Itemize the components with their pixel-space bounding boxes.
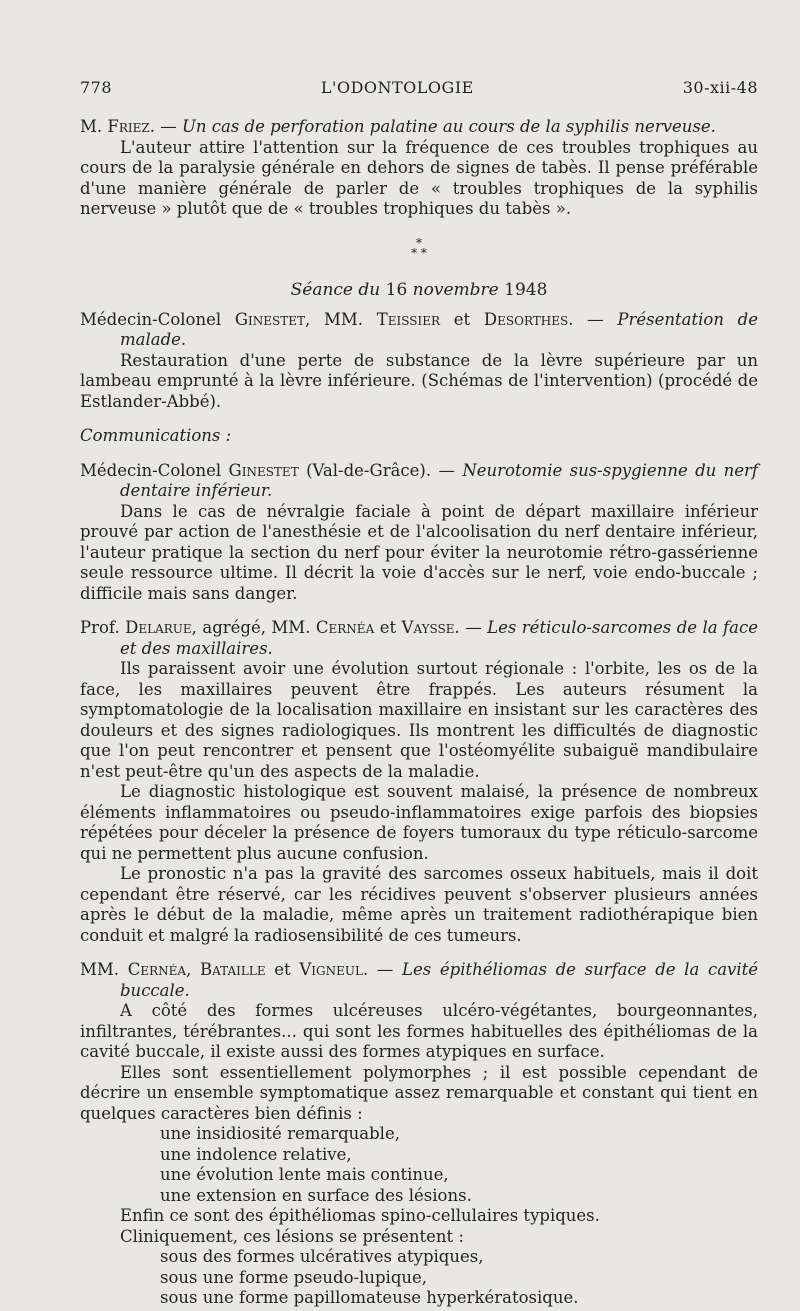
article-title: Présentation de malade. — [120, 309, 758, 349]
author-name: Ginestet — [228, 460, 299, 480]
delarue-paragraph-2: Le diagnostic histologique est souvent malaisé, la présence de nombreux éléments inflammatoires ou pseudo-inflammatoires exige parfois des biopsies répétées pour déceler la présence de foyers tumoraux du type réticulo-sarcome qui ne permettent plus aucune confusion. — [80, 782, 758, 863]
author-name: Cernéa — [315, 618, 375, 637]
cernea-paragraph-4: Cliniquement, ces lésions se présentent : — [120, 1226, 464, 1246]
dash: . — — [568, 309, 604, 329]
ginestet2-heading — [80, 461, 758, 502]
issue-date: 30-xii-48 — [682, 78, 758, 97]
cernea-paragraph-2: Elles sont essentiellement polymorphes ; il est possible cependant de décrire un ensemble symptomatique assez remarquable et constant qui tient en quelques caractères bien définis : — [80, 1062, 758, 1123]
ginestet1-body: Restauration d'une perte de substance de la lèvre supérieure par un lambeau emprunté à la lèvre inférieure. (Schémas de l'intervention) (procédé de Estlander-Abbé). — [80, 350, 758, 411]
separator-star-top: * — [416, 235, 422, 250]
list-item: sous des formes ulcératives atypiques, — [160, 1247, 484, 1266]
dash: . — — [454, 618, 482, 637]
seance-day: 16 — [385, 279, 408, 300]
cernea-heading — [80, 960, 758, 1001]
cernea-paragraph-3: Enfin ce sont des épithéliomas spino-cellulaires typiques. — [120, 1206, 600, 1225]
author-sep: et — [453, 309, 471, 329]
dash: . — — [149, 117, 177, 136]
author-prefix: MM. — [80, 960, 120, 979]
author-prefix: M. — [80, 117, 103, 136]
section-separator — [80, 235, 758, 260]
author-prefix: Médecin-Colonel — [80, 309, 222, 329]
delarue-paragraph-1: Ils paraissent avoir une évolution surtout régionale : l'orbite, les os de la face, les maxillaires peuvent être frappés. Les auteurs résument la symptomatologie de la localisation maxillaire en insistant sur les caractères des douleurs et des signes radiologiques. Ils montrent les difficultés de diagnostic que l'on peut rencontrer et pensent que l'ostéomyélite subaiguë mandibulaire n'est peut-être qu'un des aspects de la maladie. — [80, 659, 758, 781]
dash: . — — [362, 960, 394, 979]
cernea-list-2 — [80, 1247, 758, 1309]
ginestet2-body: Dans le cas de névralgie faciale à point de départ maxillaire inférieur prouvé par action de l'anesthésie et de l'alcoolisation du nerf dentaire inférieur, l'auteur pratique la section du nerf pour éviter la neurotomie rétro-gassérienne seule ressource ultime. Il décrit la voie d'accès sur le nerf, voie endo-buccale ; difficile mais sans danger. — [80, 501, 758, 603]
author-name: Vigneul — [299, 960, 363, 979]
seance-label: Séance du — [290, 279, 381, 300]
author-sep: , agrégé, MM. — [191, 618, 311, 637]
author-name: Vaysse — [401, 618, 455, 637]
author-name: Friez — [107, 117, 150, 136]
delarue-heading — [80, 618, 758, 659]
article-title: Neurotomie sus-spygienne du nerf dentaire inférieur. — [120, 460, 759, 500]
seance-year: 1948 — [504, 279, 548, 300]
author-prefix: Prof. — [80, 618, 120, 637]
author-sep: et — [274, 960, 291, 979]
article-title: Les réticulo-sarcomes de la face et des maxillaires. — [120, 618, 758, 658]
journal-title: L'ODONTOLOGIE — [320, 78, 474, 97]
seance-heading — [80, 280, 758, 300]
author-place: (Val-de-Grâce). — — [306, 460, 455, 480]
article-title: Un cas de perforation palatine au cours de la syphilis nerveuse. — [181, 117, 716, 136]
author-name: Cernéa — [127, 960, 187, 979]
page-number: 778 — [80, 78, 113, 97]
author-sep: et — [379, 618, 397, 637]
author-prefix: Médecin-Colonel — [80, 460, 222, 480]
delarue-paragraph-3: Le pronostic n'a pas la gravité des sarcomes osseux habituels, mais il doit cependant être réservé, car les récidives peuvent s'observer plusieurs années après le début de la maladie, même après un traitement radiothérapique bien conduit et malgré la radiosensibilité de ces tumeurs. — [80, 864, 758, 945]
friez-heading — [80, 117, 758, 138]
seance-month: novembre — [412, 279, 499, 300]
author-name: Teissier — [376, 309, 441, 329]
article-title: Les épithéliomas de surface de la cavité buccale. — [120, 960, 759, 1000]
list-item: une évolution lente mais continue, — [160, 1165, 449, 1184]
list-item: une indolence relative, — [160, 1144, 352, 1164]
list-item: une insidiosité remarquable, — [160, 1124, 400, 1143]
list-item: sous une forme papillomateuse hyperkératosique. — [160, 1288, 579, 1307]
author-name: Bataille — [200, 960, 266, 979]
cernea-paragraph-1: A côté des formes ulcéreuses ulcéro-végétantes, bourgeonnantes, infiltrantes, térébrantes... qui sont les formes habituelles des épithéliomas de la cavité buccale, il existe aussi des formes atypiques en surface. — [80, 1001, 758, 1061]
separator-star-bottom: * * — [411, 245, 427, 260]
page-header — [80, 78, 758, 97]
author-sep: , MM. — [305, 309, 364, 329]
cernea-list-1 — [80, 1124, 758, 1206]
list-item: une extension en surface des lésions. — [160, 1185, 472, 1205]
author-name: Ginestet — [234, 309, 306, 329]
author-name: Desorthes — [483, 309, 569, 329]
friez-body: L'auteur attire l'attention sur la fréquence de ces troubles trophiques au cours de la paralysie générale en dehors de signes de tabès. Il pense préférable d'une manière générale de parler de « troubles trophiques de la syphilis nerveuse » plutôt que de « troubles trophiques du tabès ». — [80, 137, 758, 218]
author-sep: , — [186, 960, 192, 979]
communications-heading: Communications : — [80, 426, 232, 445]
author-name: Delarue — [125, 618, 192, 637]
list-item: sous une forme pseudo-lupique, — [160, 1267, 428, 1287]
ginestet1-heading — [80, 310, 758, 351]
